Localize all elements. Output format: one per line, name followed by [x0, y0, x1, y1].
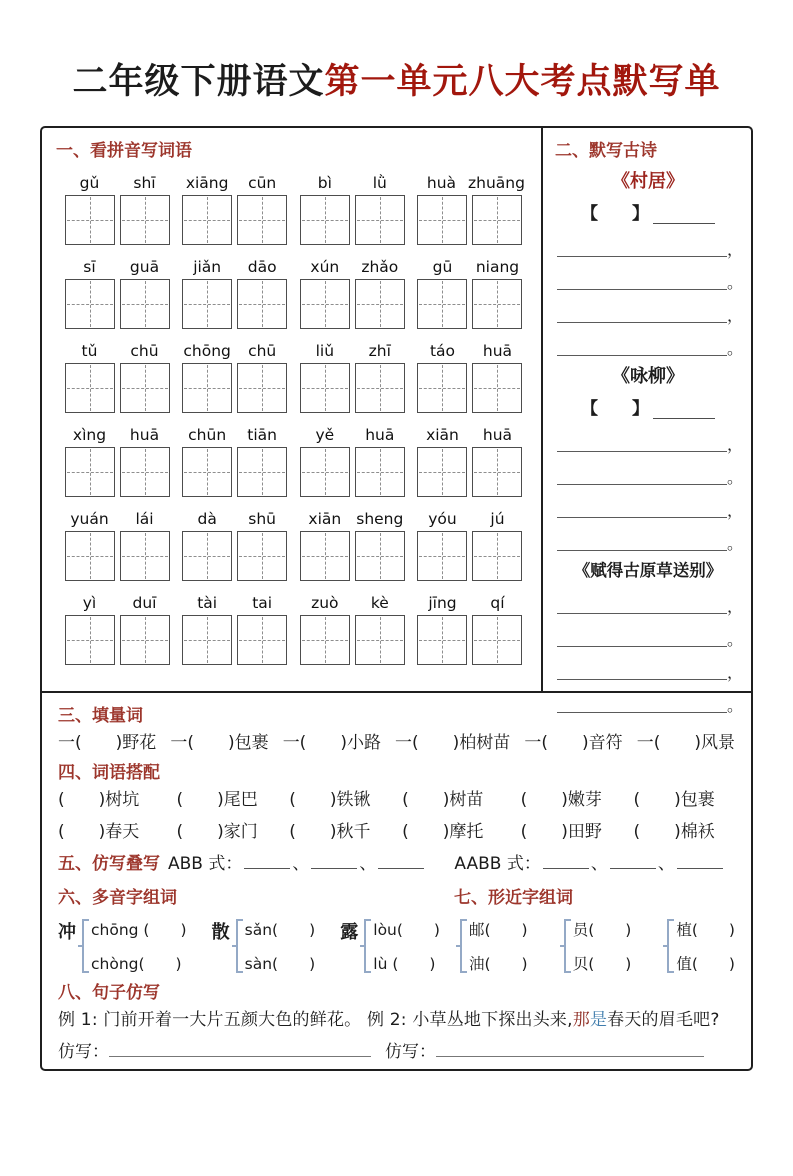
quantifier-item: 一( )小路: [282, 733, 381, 753]
pinyin-word-group: [295, 174, 409, 245]
writing-box: [355, 195, 405, 245]
writing-box: [182, 531, 232, 581]
pinyin-label: huà zhuāng: [426, 174, 525, 192]
pinyin-word-group: [413, 426, 527, 497]
example-2-suffix: 春天的眉毛吧?: [607, 1010, 720, 1030]
writing-box: [417, 363, 467, 413]
poem-title: 《咏柳》: [612, 366, 684, 387]
writing-box: [300, 363, 350, 413]
reduplication-row: [58, 849, 735, 881]
writing-box: [300, 195, 350, 245]
writing-box: [182, 195, 232, 245]
pinyin-word-group: [60, 174, 174, 245]
pinyin-word-group: [60, 258, 174, 329]
poem-answer-line: [555, 224, 744, 259]
pinyin-label: zuò kè: [311, 594, 389, 612]
collocation-item: ( )树坑: [58, 790, 140, 810]
answer-blank: [557, 303, 727, 323]
worksheet-title: [0, 54, 793, 104]
poem-answer-line: [555, 290, 744, 325]
pinyin-word-group: [295, 258, 409, 329]
polyphone-reading: lù ( ): [373, 955, 436, 973]
punctuation: 。: [727, 696, 744, 715]
collocation-item: ( )铁锹: [289, 790, 371, 810]
answer-blank: [436, 1039, 704, 1057]
quantifier-section-header: 三、填量词: [58, 706, 143, 726]
brace-icon: [662, 916, 675, 976]
copy-line: [58, 1037, 735, 1069]
answer-blank: [557, 693, 727, 713]
pinyin-row-6: [56, 594, 531, 665]
pinyin-row-5: [56, 510, 531, 581]
answer-blank: [109, 1039, 371, 1057]
sentence-examples: [58, 1005, 735, 1035]
quantifier-item: 一( )音符: [524, 733, 623, 753]
writing-box: [472, 447, 522, 497]
title-black-part: 二年级下册语文: [72, 62, 325, 102]
separator: 、: [359, 854, 377, 874]
abb-label: ABB 式：: [168, 854, 243, 874]
pinyin-word-group: [295, 426, 409, 497]
similar-char-item: 值( ): [676, 955, 735, 973]
similar-char-group: [558, 914, 632, 978]
punctuation: 。: [727, 468, 744, 487]
answer-blank: [557, 594, 727, 614]
poem-answer-line: [555, 452, 744, 487]
punctuation: 。: [727, 534, 744, 553]
pinyin-word-group: [413, 258, 527, 329]
similar-section-header: 七、形近字组词: [454, 888, 573, 908]
writing-box: [237, 363, 287, 413]
pinyin-word-group: [178, 426, 292, 497]
quantifier-item: 一( )风景: [636, 733, 735, 753]
writing-box: [182, 279, 232, 329]
polyphone-char: 冲: [58, 922, 76, 943]
brace-icon: [559, 916, 572, 976]
writing-box: [417, 447, 467, 497]
polyphone-similar-row: [58, 914, 735, 978]
pinyin-word-group: [178, 174, 292, 245]
writing-box: [120, 363, 170, 413]
collocation-row-1: [58, 785, 735, 815]
poem-answer-line: [555, 485, 744, 520]
collocation-item: ( )棉袄: [633, 822, 715, 842]
brace-icon: [455, 916, 468, 976]
answer-blank: [677, 853, 723, 869]
pinyin-label: jīng qí: [428, 594, 505, 612]
pinyin-word-group: [413, 510, 527, 581]
poem-answer-line: [555, 323, 744, 358]
similar-char-item: 员( ): [572, 921, 632, 939]
polyphone-group: [212, 914, 316, 978]
pinyin-label: yě huā: [315, 426, 395, 444]
copy-label: 仿写：: [58, 1042, 109, 1062]
punctuation: ，: [727, 663, 744, 682]
poem-fude-guyuancao: [555, 557, 744, 715]
answer-blank: [610, 853, 656, 869]
poem-author-bracket: 【 】: [581, 204, 649, 224]
quantifier-row: [58, 728, 735, 758]
pinyin-label: xìng huā: [72, 426, 160, 444]
similar-char-item: 植( ): [676, 921, 735, 939]
writing-box: [120, 195, 170, 245]
writing-box: [300, 447, 350, 497]
polyphone-reading: lòu( ): [373, 921, 440, 939]
writing-box: [355, 279, 405, 329]
writing-box: [355, 447, 405, 497]
writing-box: [65, 615, 115, 665]
worksheet-table: [40, 126, 753, 1071]
answer-blank: [557, 627, 727, 647]
pinyin-word-group: [295, 342, 409, 413]
writing-box: [300, 615, 350, 665]
writing-box: [65, 531, 115, 581]
pinyin-row-1: [56, 174, 531, 245]
pinyin-label: chūn tiān: [188, 426, 278, 444]
separator: 、: [292, 854, 310, 874]
reduplication-section-header: 五、仿写叠写: [58, 854, 160, 874]
writing-box: [65, 363, 115, 413]
collocation-item: ( )包裹: [633, 790, 715, 810]
poem-cunju: [555, 167, 744, 358]
writing-box: [237, 531, 287, 581]
pinyin-word-group: [60, 426, 174, 497]
similar-char-item: 油( ): [469, 955, 528, 973]
example-1: 例 1: 门前开着一大片五颜大色的鲜花。: [58, 1010, 362, 1030]
punctuation: ，: [727, 435, 744, 454]
pinyin-label: liǔ zhī: [315, 342, 391, 360]
pinyin-label: jiǎn dāo: [193, 258, 277, 276]
poem-answer-line: [555, 419, 744, 454]
separator: 、: [590, 854, 608, 874]
writing-box: [417, 531, 467, 581]
punctuation: 。: [727, 273, 744, 292]
aabb-label: AABB 式：: [454, 854, 541, 874]
writing-box: [120, 531, 170, 581]
collocation-item: ( )树苗: [402, 790, 484, 810]
polyphone-char: 露: [340, 922, 359, 943]
poem-yongliu: [555, 362, 744, 553]
polyphone-reading: chòng( ): [91, 955, 182, 973]
poem-answer-line: [555, 518, 744, 553]
poem-answer-line: [555, 581, 744, 616]
collocation-item: ( )田野: [520, 822, 602, 842]
answer-blank: [311, 853, 357, 869]
writing-box: [355, 363, 405, 413]
writing-box: [120, 279, 170, 329]
writing-box: [182, 615, 232, 665]
pinyin-word-group: [60, 594, 174, 665]
pinyin-label: xiāng cūn: [185, 174, 277, 192]
similar-char-item: 贝( ): [572, 955, 632, 973]
poem-author-line: [555, 199, 741, 224]
similar-char-group: [454, 914, 528, 978]
pinyin-label: bì lǜ: [317, 174, 387, 192]
writing-box: [472, 279, 522, 329]
brace-icon: [359, 916, 372, 976]
punctuation: 。: [727, 339, 744, 358]
sentence-section-header: 八、句子仿写: [58, 983, 160, 1003]
poems-section: [543, 128, 751, 715]
pinyin-word-group: [413, 342, 527, 413]
pinyin-label: xún zhǎo: [310, 258, 399, 276]
answer-blank: [557, 432, 727, 452]
writing-box: [120, 447, 170, 497]
pinyin-label: yóu jú: [428, 510, 505, 528]
pinyin-label: gū niang: [432, 258, 520, 276]
poem-title: 《村居》: [612, 171, 684, 192]
answer-blank: [653, 401, 715, 419]
pinyin-label: tài tai: [197, 594, 273, 612]
pinyin-word-group: [295, 510, 409, 581]
poem-answer-line: [555, 647, 744, 682]
pinyin-word-group: [60, 510, 174, 581]
writing-box: [300, 531, 350, 581]
collocation-item: ( )秋千: [289, 822, 371, 842]
polyphone-section-header: 六、多音字组词: [58, 888, 177, 908]
answer-blank: [557, 531, 727, 551]
writing-box: [472, 195, 522, 245]
writing-box: [65, 447, 115, 497]
writing-box: [300, 279, 350, 329]
pinyin-label: yì duī: [82, 594, 157, 612]
punctuation: ，: [727, 306, 744, 325]
quantifier-item: 一( )野花: [58, 733, 157, 753]
pinyin-word-group: [178, 342, 292, 413]
poem-author-line: [555, 394, 741, 419]
similar-char-group: [661, 914, 735, 978]
polyphone-reading: sǎn( ): [244, 921, 316, 939]
collocation-item: ( )家门: [176, 822, 258, 842]
example-2-blue-word: 是: [589, 1010, 608, 1030]
pinyin-label: sī guā: [83, 258, 160, 276]
writing-box: [65, 279, 115, 329]
brace-icon: [231, 916, 244, 976]
pinyin-label: xiān sheng: [308, 510, 404, 528]
pinyin-word-group: [60, 342, 174, 413]
pinyin-row-2: [56, 258, 531, 329]
poem-answer-line: [555, 257, 744, 292]
title-red-part: 第一单元八大考点默写单: [324, 62, 721, 102]
pinyin-section-header: 一、看拼音写词语: [56, 141, 192, 161]
answer-blank: [557, 336, 727, 356]
writing-box: [65, 195, 115, 245]
pinyin-word-group: [413, 594, 527, 665]
writing-box: [355, 531, 405, 581]
collocation-item: ( )嫩芽: [520, 790, 602, 810]
pinyin-label: gǔ shī: [79, 174, 156, 192]
poem-answer-line: [555, 614, 744, 649]
pinyin-word-group: [178, 258, 292, 329]
pinyin-label: xiān huā: [426, 426, 513, 444]
polyphone-group: [340, 914, 440, 978]
answer-blank: [543, 853, 589, 869]
pinyin-label: chōng chū: [183, 342, 277, 360]
pinyin-word-group: [413, 174, 527, 245]
pinyin-label: dà shū: [197, 510, 277, 528]
answer-blank: [557, 465, 727, 485]
writing-box: [120, 615, 170, 665]
pinyin-row-4: [56, 426, 531, 497]
answer-blank: [244, 853, 290, 869]
punctuation: ，: [727, 501, 744, 520]
collocation-item: ( )春天: [58, 822, 140, 842]
writing-box: [182, 447, 232, 497]
copy-label: 仿写：: [385, 1042, 436, 1062]
punctuation: 。: [727, 630, 744, 649]
poem-title: 《赋得古原草送别》: [573, 561, 723, 580]
punctuation: ，: [727, 240, 744, 259]
writing-box: [355, 615, 405, 665]
pinyin-word-group: [178, 594, 292, 665]
pinyin-word-group: [178, 510, 292, 581]
quantifier-item: 一( )包裹: [170, 733, 269, 753]
writing-box: [417, 195, 467, 245]
similar-char-item: 邮( ): [469, 921, 528, 939]
pinyin-word-group: [295, 594, 409, 665]
collocation-item: ( )尾巴: [176, 790, 258, 810]
answer-blank: [557, 660, 727, 680]
collocation-section-header: 四、词语搭配: [58, 763, 160, 783]
pinyin-label: tǔ chū: [81, 342, 159, 360]
answer-blank: [557, 237, 727, 257]
pinyin-label: yuán lái: [70, 510, 154, 528]
writing-box: [472, 531, 522, 581]
pinyin-label: táo huā: [429, 342, 513, 360]
example-2-prefix: 例 2: 小草丛地下探出头来,: [366, 1010, 573, 1030]
separator: 、: [657, 854, 675, 874]
collocation-item: ( )摩托: [402, 822, 484, 842]
polyphone-reading: sàn( ): [244, 955, 316, 973]
answer-blank: [557, 498, 727, 518]
answer-blank: [557, 270, 727, 290]
writing-box: [237, 279, 287, 329]
collocation-row-2: [58, 817, 735, 847]
poems-section-header: 二、默写古诗: [555, 141, 657, 161]
answer-blank: [653, 206, 715, 224]
writing-box: [237, 447, 287, 497]
answer-blank: [378, 853, 424, 869]
writing-box: [417, 615, 467, 665]
writing-box: [417, 279, 467, 329]
quantifier-item: 一( )柏树苗: [395, 733, 511, 753]
writing-box: [237, 615, 287, 665]
pinyin-section: [42, 128, 543, 691]
polyphone-char: 散: [211, 922, 230, 943]
example-2-red-word: 那: [572, 1010, 590, 1030]
poem-author-bracket: 【 】: [581, 399, 649, 419]
writing-box: [472, 363, 522, 413]
pinyin-row-3: [56, 342, 531, 413]
punctuation: ，: [727, 597, 744, 616]
writing-box: [472, 615, 522, 665]
polyphone-reading: chōng ( ): [91, 921, 187, 939]
polyphone-group: [58, 914, 187, 978]
brace-icon: [77, 916, 90, 976]
poem-answer-line: [555, 680, 744, 715]
writing-box: [182, 363, 232, 413]
writing-box: [237, 195, 287, 245]
